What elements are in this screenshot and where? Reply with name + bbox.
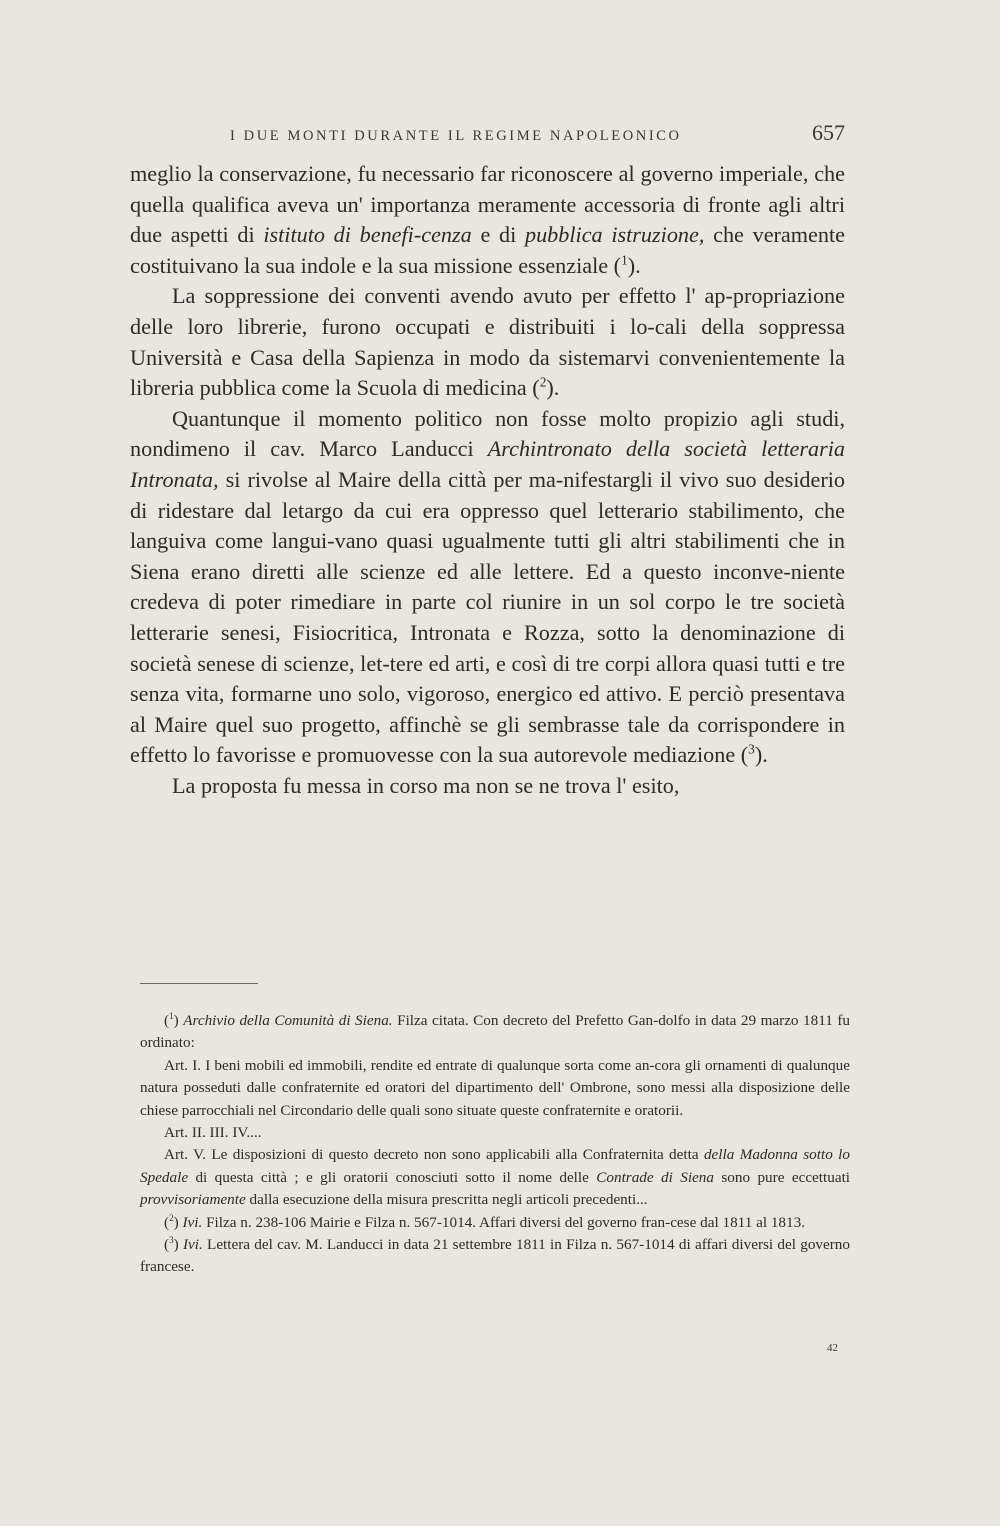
- emphasis: Archintronato della società letteraria Intronata,: [130, 436, 845, 492]
- footnote-2: ($^2$) Ivi. Filza n. 238-106 Mairie e Filza n. 567-1014. Affari diversi del governo fran-cese dal 1811 al 1813.: [164, 1212, 806, 1231]
- emphasis: istituto di benefi-cenza: [263, 222, 472, 248]
- main-text: [130, 159, 845, 801]
- signature-mark: 42: [827, 1342, 838, 1354]
- paragraph-3: Quantunque il momento politico non fosse molto propizio agli studi, nondimeno il cav. Marco Landucci Archintronato della società letteraria Intronata, si rivolse al Maire della città per ma-nifestargli il vivo suo desiderio di ridestare dal letargo da cui era oppresso quel letterario stabilimento, che languiva come langui-vano quasi ugualmente tutti gli altri stabilimenti che in Siena erano diretti alle scienze ed alle lettere. Ed a questo inconve-niente credeva di poter rimediare in parte col riunire in un sol corpo le tre società letterarie senesi, Fisiocritica, Intronata e Rozza, sotto la denominazione di società senese di scienze, let-tere ed arti, e così di tre corpi allora quasi tutti e tre senza vita, formarne uno solo, vigoroso, energico ed attivo. E perciò presentava al Maire quel suo progetto, affinchè se gli sembrasse tale da corrispondere in effetto lo favorisse e promuovesse con la sua autorevole mediazione ($^3$).: [130, 405, 845, 768]
- footnote-ref[interactable]: 1: [621, 252, 628, 268]
- paragraph-2: La soppressione dei conventi avendo avuto per effetto l' ap-propriazione delle loro librerie, furono occupati e distribuiti i lo-cali della soppressa Università e Casa della Sapienza in modo da sistemarvi convenientemente la libreria pubblica come la Scuola di medicina ($^2$).: [130, 283, 845, 401]
- footnotes: [140, 1010, 850, 1279]
- footnote-ref[interactable]: 3: [748, 741, 755, 757]
- page-number: 657: [812, 120, 845, 145]
- footnote-1-article-1: Art. I. I beni mobili ed immobili, rendite ed entrate di qualunque sorta come an-cora gli ornamenti di qualunque natura posseduti dalle confraternite ed oratori del dipartimento dell' Ombrone, sono messi alla disposizione delle chiese parrocchiali nel Circondario delle quali sono situate queste confraternite e oratorii.: [140, 1056, 850, 1119]
- footnote-1-article-2: Art. II. III. IV....: [164, 1124, 262, 1142]
- footnote-ref[interactable]: 2: [539, 374, 547, 390]
- footnote-3: ($^3$) Ivi. Lettera del cav. M. Landucci in data 21 settembre 1811 in Filza n. 567-1014 di affari diversi del governo francese.: [140, 1235, 850, 1276]
- paragraph-4: La proposta fu messa in corso ma non se ne trova l' esito,: [172, 772, 680, 798]
- footnote-1-article-5: Art. V. Le disposizioni di questo decreto non sono applicabili alla Confraternita detta della Madonna sotto lo Spedale di questa città ; e gli oratorii conosciuti sotto il nome delle Contrade di Siena sono pure eccettuati provvisoriamente dalla esecuzione della misura prescritta negli articoli precedenti...: [140, 1146, 851, 1209]
- running-title: I DUE MONTI DURANTE IL REGIME NAPOLEONICO: [230, 128, 682, 144]
- footnote-1: ($^1$) Archivio della Comunità di Siena. Filza citata. Con decreto del Prefetto Gan-dolfo in data 29 marzo 1811 fu ordinato:: [140, 1010, 851, 1052]
- paragraph-1: meglio la conservazione, fu necessario far riconoscere al governo imperiale, che quella qualifica aveva un' importanza meramente accessoria di fronte agli altri due aspetti di istituto di benefi-cenza e di pubblica istruzione, che veramente costituivano la sua indole e la sua missione essenziale ($^1$).: [130, 161, 845, 278]
- running-header: [230, 120, 845, 146]
- emphasis: pubblica istruzione,: [524, 222, 705, 248]
- footnote-separator: [140, 983, 258, 984]
